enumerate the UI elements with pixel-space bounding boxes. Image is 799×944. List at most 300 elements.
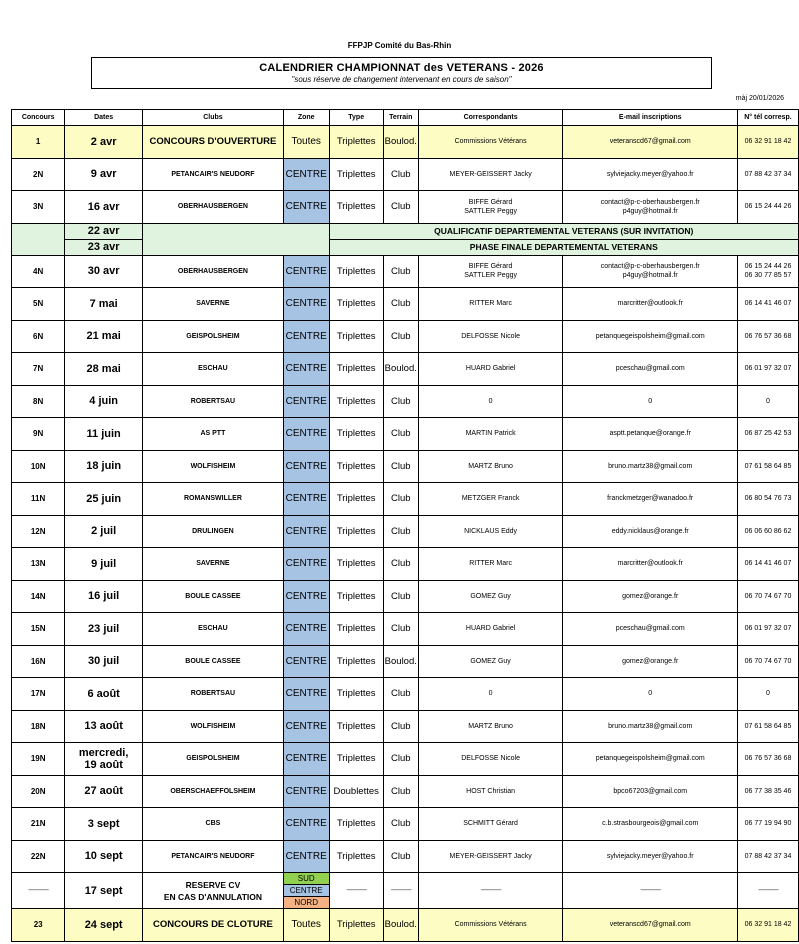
- email-cell-text: bpco67203@gmail.com: [613, 787, 688, 795]
- table-row: [12, 710, 799, 743]
- qualif-blank-cell: [142, 223, 329, 255]
- table-row: [12, 515, 799, 548]
- table-row: [12, 775, 799, 808]
- calendar-table: [11, 109, 799, 942]
- email-cell: [563, 158, 738, 191]
- club-cell: [142, 255, 283, 288]
- table-row: [12, 255, 799, 288]
- date-cell-text: 27 août: [84, 785, 123, 798]
- concours-cell-text: 5N: [33, 299, 44, 309]
- phone-cell-text: 06 15 24 44 26: [744, 263, 792, 271]
- correspondant-cell: [418, 191, 563, 224]
- zone-cell: [283, 353, 329, 386]
- email-cell: [563, 548, 738, 581]
- correspondant-cell: [418, 288, 563, 321]
- zone-cell: [283, 483, 329, 516]
- concours-cell-text: 8N: [33, 396, 44, 406]
- terrain-cell: [383, 515, 418, 548]
- concours-cell: [12, 191, 65, 224]
- phone-cell-text: 07 88 42 37 34: [744, 170, 792, 178]
- type-cell-text: Triplettes: [336, 298, 376, 310]
- type-cell: [329, 418, 383, 451]
- date-cell-text: 11 juin: [86, 427, 121, 440]
- correspondant-cell-text: GOMEZ Guy: [470, 657, 511, 665]
- email-cell-text: asptt.petanque@orange.fr: [609, 430, 691, 438]
- email-cell: [563, 126, 738, 159]
- correspondant-cell-text: SCHMITT Gérard: [463, 820, 518, 828]
- email-cell: [563, 613, 738, 646]
- zone-cell: [283, 158, 329, 191]
- email-cell-text: veteranscd67@gmail.com: [609, 138, 691, 146]
- club-cell: [142, 385, 283, 418]
- concours-cell: [12, 775, 65, 808]
- email-cell: [563, 255, 738, 288]
- zone-cell: [283, 255, 329, 288]
- concours-cell: [12, 613, 65, 646]
- phone-cell-text: 06 70 74 67 70: [744, 592, 792, 600]
- reserve-row: [12, 873, 799, 909]
- concours-cell-text: 19N: [30, 754, 46, 764]
- zone-cell: [283, 840, 329, 873]
- email-cell-text: petanquegeispolsheim@gmail.com: [595, 755, 705, 763]
- terrain-cell-text: Club: [391, 265, 411, 277]
- terrain-cell: [383, 483, 418, 516]
- email-cell-text: marcritter@outlook.fr: [617, 560, 683, 568]
- date-cell-text: 21 mai: [86, 330, 121, 343]
- reserve-date-cell-text: 17 sept: [84, 884, 123, 897]
- zone-cell: [283, 909, 329, 942]
- phone-cell-text: 06 80 54 76 73: [744, 495, 792, 503]
- correspondant-cell: [418, 678, 563, 711]
- phone-cell: [737, 580, 798, 613]
- terrain-cell: [383, 353, 418, 386]
- reserve-club-cell-text: RESERVE CV: [185, 879, 241, 890]
- type-cell-text: Triplettes: [336, 558, 376, 570]
- type-cell: [329, 320, 383, 353]
- type-cell-text: Doublettes: [333, 785, 379, 797]
- phone-cell: [737, 710, 798, 743]
- terrain-cell: [383, 255, 418, 288]
- concours-cell: [12, 909, 65, 942]
- type-cell: [329, 710, 383, 743]
- reserve-dash-cell: [418, 873, 563, 909]
- date-cell: [65, 710, 143, 743]
- date-cell-text: 9 avr: [90, 168, 117, 181]
- qualif-row: [12, 223, 799, 239]
- terrain-cell: [383, 743, 418, 776]
- zone-cell-text: CENTRE: [285, 168, 327, 180]
- terrain-cell-text: Club: [391, 395, 411, 407]
- col-header: Clubs: [142, 110, 283, 126]
- correspondant-cell: [418, 548, 563, 581]
- finale-date-cell-text: 23 avr: [87, 241, 120, 253]
- club-cell-text: GEISPOLSHEIM: [186, 755, 240, 763]
- reserve-dash-cell: [383, 873, 418, 909]
- terrain-cell-text: Club: [391, 428, 411, 440]
- club-cell-text: DRULINGEN: [192, 527, 234, 535]
- terrain-cell-text: Club: [391, 168, 411, 180]
- type-cell-text: Triplettes: [336, 655, 376, 667]
- phone-cell: [737, 450, 798, 483]
- zone-cell-text: Toutes: [291, 919, 321, 931]
- date-cell: [65, 775, 143, 808]
- reserve-dash-cell-text: ---------------: [390, 887, 411, 894]
- page-title: CALENDRIER CHAMPIONNAT des VETERANS - 2026: [259, 62, 544, 74]
- type-cell: [329, 353, 383, 386]
- zone-cell: [283, 808, 329, 841]
- phone-cell-text: 07 61 58 64 85: [744, 462, 792, 470]
- concours-cell-text: 3N: [33, 202, 44, 212]
- club-cell-text: OBERSCHAEFFOLSHEIM: [170, 787, 256, 795]
- zone-cell: [283, 548, 329, 581]
- terrain-cell: [383, 645, 418, 678]
- type-cell-text: Triplettes: [336, 720, 376, 732]
- date-cell-text: 23 juil: [88, 622, 120, 635]
- club-cell: [142, 353, 283, 386]
- terrain-cell: [383, 320, 418, 353]
- finale-text-cell: [329, 239, 798, 255]
- type-cell: [329, 775, 383, 808]
- col-header: E-mail inscriptions: [563, 110, 738, 126]
- correspondant-cell-text: HUARD Gabriel: [465, 365, 516, 373]
- email-cell-text: contact@p-c-oberhausbergen.fr: [600, 198, 700, 206]
- zone-cell: [283, 515, 329, 548]
- concours-cell-text: 14N: [30, 591, 46, 601]
- type-cell: [329, 385, 383, 418]
- reserve-club-cell: [142, 873, 283, 909]
- email-cell: [563, 645, 738, 678]
- type-cell-text: Triplettes: [336, 623, 376, 635]
- correspondant-cell-text: DELFOSSE Nicole: [461, 755, 520, 763]
- terrain-cell: [383, 808, 418, 841]
- club-cell-text: CBS: [205, 820, 221, 828]
- concours-cell: [12, 808, 65, 841]
- email-cell: [563, 450, 738, 483]
- date-cell: [65, 613, 143, 646]
- table-row: [12, 126, 799, 159]
- club-cell: [142, 515, 283, 548]
- zone-cell-text: CENTRE: [285, 363, 327, 375]
- zone-cell-text: CENTRE: [285, 525, 327, 537]
- concours-cell: [12, 320, 65, 353]
- type-cell-text: Triplettes: [336, 919, 376, 931]
- email-cell: [563, 710, 738, 743]
- club-cell-text: OBERHAUSBERGEN: [177, 203, 248, 211]
- phone-cell: [737, 645, 798, 678]
- title-box: [91, 57, 712, 89]
- type-cell-text: Triplettes: [336, 201, 376, 213]
- club-cell-text: ROBERTSAU: [190, 397, 236, 405]
- email-cell-text: bruno.martz38@gmail.com: [608, 462, 693, 470]
- phone-cell-text: 06 14 41 46 07: [744, 300, 792, 308]
- date-cell-text: 16 avr: [87, 200, 120, 213]
- terrain-cell-text: Boulod.: [384, 363, 417, 375]
- phone-cell-text: 06 32 91 18 42: [744, 921, 792, 929]
- zone-cell-text: CENTRE: [285, 460, 327, 472]
- date-cell: [65, 191, 143, 224]
- club-cell-text: ROBERTSAU: [190, 690, 236, 698]
- correspondant-cell-text: MEYER-GEISSERT Jacky: [449, 852, 532, 860]
- concours-cell: [12, 255, 65, 288]
- zone-cell-text: CENTRE: [285, 590, 327, 602]
- club-cell: [142, 678, 283, 711]
- correspondant-cell-text: BIFFE Gérard: [468, 198, 513, 206]
- phone-cell: [737, 548, 798, 581]
- reserve-dash-cell-text: ---------------: [640, 887, 661, 894]
- club-cell-text: BOULE CASSEE: [185, 657, 241, 665]
- phone-cell-text: 0: [766, 690, 770, 698]
- phone-cell: [737, 743, 798, 776]
- phone-cell: [737, 126, 798, 159]
- table-row: [12, 385, 799, 418]
- correspondant-cell-text: SATTLER Peggy: [464, 272, 517, 280]
- concours-cell-text: 10N: [30, 461, 46, 471]
- reserve-dash-cell-text: ---------------: [758, 887, 778, 894]
- type-cell: [329, 548, 383, 581]
- type-cell-text: Triplettes: [336, 395, 376, 407]
- date-cell-text: 13 août: [84, 720, 123, 733]
- terrain-cell-text: Club: [391, 460, 411, 472]
- col-header: Terrain: [383, 110, 418, 126]
- phone-cell: [737, 418, 798, 451]
- finale-text-cell-text: PHASE FINALE DEPARTEMENTAL VETERANS: [469, 242, 658, 252]
- date-cell: [65, 515, 143, 548]
- correspondant-cell: [418, 645, 563, 678]
- date-cell: [65, 385, 143, 418]
- phone-cell-text: 06 76 57 36 68: [744, 332, 792, 340]
- correspondant-cell: [418, 515, 563, 548]
- date-cell: [65, 840, 143, 873]
- club-cell-text: SAVERNE: [196, 300, 230, 308]
- correspondant-cell-text: 0: [488, 690, 493, 698]
- email-cell: [563, 483, 738, 516]
- date-cell-text: 30 avr: [87, 265, 120, 278]
- date-cell: [65, 126, 143, 159]
- reserve-zone-nord: NORD: [284, 897, 329, 908]
- phone-cell: [737, 353, 798, 386]
- club-cell-text: OBERHAUSBERGEN: [177, 267, 248, 275]
- reserve-dash-cell-text: ---------------: [480, 887, 501, 894]
- reserve-zone-cell: [283, 873, 329, 909]
- club-cell-text: PETANCAIR'S NEUDORF: [171, 170, 255, 178]
- date-cell-text: 30 juil: [88, 655, 120, 668]
- table-row: [12, 191, 799, 224]
- date-cell: [65, 158, 143, 191]
- terrain-cell: [383, 191, 418, 224]
- zone-cell-text: Toutes: [291, 136, 321, 148]
- email-cell-text: pceschau@gmail.com: [615, 625, 685, 633]
- club-cell-text: PETANCAIR'S NEUDORF: [171, 852, 255, 860]
- email-cell: [563, 353, 738, 386]
- phone-cell: [737, 613, 798, 646]
- terrain-cell-text: Club: [391, 623, 411, 635]
- club-cell: [142, 909, 283, 942]
- type-cell-text: Triplettes: [336, 363, 376, 375]
- type-cell: [329, 483, 383, 516]
- phone-cell: [737, 255, 798, 288]
- header-row: [12, 110, 799, 126]
- email-cell-text: p4guy@hotmail.fr: [622, 272, 678, 280]
- concours-cell-text: 23: [33, 920, 43, 930]
- phone-cell-text: 06 87 25 42 53: [744, 430, 792, 438]
- phone-cell: [737, 808, 798, 841]
- concours-cell-text: 16N: [30, 656, 46, 666]
- zone-cell: [283, 126, 329, 159]
- phone-cell-text: 06 01 97 32 07: [744, 365, 792, 373]
- concours-cell: [12, 840, 65, 873]
- zone-cell-text: CENTRE: [285, 558, 327, 570]
- table-row: [12, 418, 799, 451]
- zone-cell-text: CENTRE: [285, 330, 327, 342]
- concours-cell-text: 4N: [33, 266, 44, 276]
- page-subtitle: "sous réserve de changement intervenant en cours de saison": [291, 75, 512, 84]
- correspondant-cell: [418, 255, 563, 288]
- concours-cell: [12, 678, 65, 711]
- type-cell-text: Triplettes: [336, 460, 376, 472]
- correspondant-cell-text: MARTIN Patrick: [465, 430, 516, 438]
- table-row: [12, 158, 799, 191]
- terrain-cell: [383, 158, 418, 191]
- zone-cell-text: CENTRE: [285, 850, 327, 862]
- reserve-dash-cell-text: ---------------: [28, 887, 49, 894]
- terrain-cell: [383, 418, 418, 451]
- terrain-cell-text: Club: [391, 818, 411, 830]
- concours-cell: [12, 548, 65, 581]
- phone-cell: [737, 191, 798, 224]
- concours-cell: [12, 743, 65, 776]
- email-cell-text: sylviejacky.meyer@yahoo.fr: [606, 170, 694, 178]
- email-cell: [563, 743, 738, 776]
- concours-cell-text: 2N: [33, 169, 44, 179]
- concours-cell: [12, 418, 65, 451]
- table-row: [12, 483, 799, 516]
- club-cell: [142, 288, 283, 321]
- zone-cell: [283, 678, 329, 711]
- date-cell: [65, 548, 143, 581]
- table-row: [12, 678, 799, 711]
- correspondant-cell: [418, 418, 563, 451]
- concours-cell-text: 17N: [30, 689, 46, 699]
- email-cell-text: p4guy@hotmail.fr: [622, 207, 678, 215]
- type-cell: [329, 255, 383, 288]
- email-cell: [563, 678, 738, 711]
- type-cell-text: Triplettes: [336, 493, 376, 505]
- date-cell-text: 6 août: [87, 687, 120, 700]
- zone-cell-text: CENTRE: [285, 655, 327, 667]
- type-cell: [329, 580, 383, 613]
- reserve-dash-cell-text: ---------------: [346, 887, 367, 894]
- phone-cell-text: 06 01 97 32 07: [744, 625, 792, 633]
- email-cell-text: c.b.strasbourgeois@gmail.com: [602, 820, 699, 828]
- table-row: [12, 909, 799, 942]
- date-cell: [65, 353, 143, 386]
- correspondant-cell-text: GOMEZ Guy: [470, 592, 511, 600]
- email-cell: [563, 515, 738, 548]
- terrain-cell: [383, 613, 418, 646]
- reserve-dash-cell: [329, 873, 383, 909]
- date-cell: [65, 645, 143, 678]
- concours-cell: [12, 126, 65, 159]
- club-cell: [142, 191, 283, 224]
- update-date: màj 20/01/2026: [735, 95, 784, 102]
- date-cell-text: mercredi,: [78, 746, 129, 759]
- correspondant-cell: [418, 158, 563, 191]
- type-cell-text: Triplettes: [336, 330, 376, 342]
- email-cell-text: gomez@orange.fr: [622, 657, 679, 665]
- club-cell: [142, 613, 283, 646]
- terrain-cell: [383, 288, 418, 321]
- club-cell-text: ESCHAU: [198, 625, 228, 633]
- phone-cell-text: 06 76 57 36 68: [744, 755, 792, 763]
- club-cell: [142, 126, 283, 159]
- table-row: [12, 288, 799, 321]
- club-cell: [142, 548, 283, 581]
- reserve-date-cell: [65, 873, 143, 909]
- type-cell: [329, 678, 383, 711]
- phone-cell: [737, 678, 798, 711]
- club-cell: [142, 450, 283, 483]
- zone-cell: [283, 450, 329, 483]
- correspondant-cell-text: Commissions Vétérans: [454, 921, 527, 929]
- email-cell: [563, 580, 738, 613]
- table-row: [12, 580, 799, 613]
- zone-cell-text: CENTRE: [285, 818, 327, 830]
- zone-cell: [283, 418, 329, 451]
- correspondant-cell: [418, 450, 563, 483]
- correspondant-cell-text: NICKLAUS Eddy: [464, 527, 518, 535]
- correspondant-cell: [418, 483, 563, 516]
- club-cell: [142, 645, 283, 678]
- email-cell-text: 0: [648, 690, 653, 698]
- zone-cell-text: CENTRE: [285, 688, 327, 700]
- type-cell: [329, 126, 383, 159]
- correspondant-cell-text: MARTZ Bruno: [468, 722, 513, 730]
- type-cell-text: Triplettes: [336, 590, 376, 602]
- email-cell-text: veteranscd67@gmail.com: [609, 921, 691, 929]
- club-cell: [142, 158, 283, 191]
- date-cell-text: 2 avr: [90, 135, 117, 148]
- table-row: [12, 450, 799, 483]
- zone-cell-text: CENTRE: [285, 753, 327, 765]
- zone-cell-text: CENTRE: [285, 493, 327, 505]
- date-cell-text: 18 juin: [86, 460, 122, 473]
- type-cell: [329, 645, 383, 678]
- phone-cell: [737, 909, 798, 942]
- date-cell: [65, 808, 143, 841]
- concours-cell-text: 13N: [30, 559, 46, 569]
- terrain-cell-text: Club: [391, 525, 411, 537]
- col-header: Type: [329, 110, 383, 126]
- concours-cell: [12, 710, 65, 743]
- correspondant-cell: [418, 808, 563, 841]
- correspondant-cell-text: METZGER Franck: [461, 495, 520, 503]
- col-header: Correspondants: [418, 110, 563, 126]
- email-cell: [563, 418, 738, 451]
- club-cell-text: ESCHAU: [198, 365, 228, 373]
- phone-cell: [737, 158, 798, 191]
- club-cell: [142, 580, 283, 613]
- terrain-cell-text: Club: [391, 298, 411, 310]
- email-cell-text: gomez@orange.fr: [622, 592, 679, 600]
- email-cell: [563, 840, 738, 873]
- club-cell: [142, 483, 283, 516]
- type-cell: [329, 613, 383, 646]
- correspondant-cell-text: DELFOSSE Nicole: [461, 332, 520, 340]
- concours-cell: [12, 483, 65, 516]
- date-cell: [65, 288, 143, 321]
- email-cell-text: sylviejacky.meyer@yahoo.fr: [606, 852, 694, 860]
- date-cell-text: 2 juil: [91, 525, 117, 538]
